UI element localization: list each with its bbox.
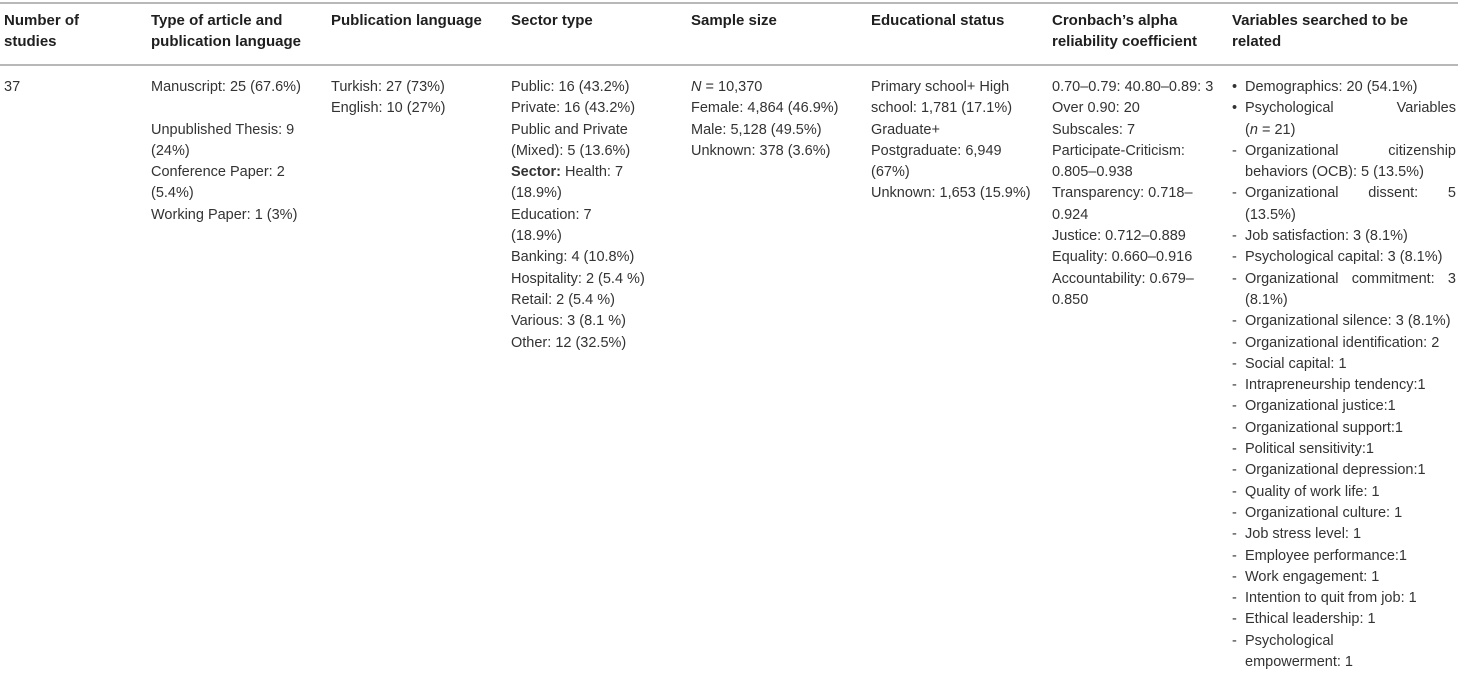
header-variables: Variables searched to be related <box>1232 12 1408 50</box>
variable-item: - Intention to quit from job: 1 <box>1232 588 1456 609</box>
cronbach-item: Justice: 0.712–0.889 <box>1052 228 1186 245</box>
article-type-item: Manuscript: 25 (67.6%) <box>151 79 301 95</box>
cronbach-item: Equality: 0.660–0.916 <box>1052 249 1193 266</box>
cell-languages <box>331 77 501 120</box>
variable-item: - Organizational silence: 3 (8.1%) <box>1232 311 1456 332</box>
sector-item: Education: 7 (18.9%) <box>511 206 592 245</box>
sector-item: Other: 12 (32.5%) <box>511 334 627 351</box>
variable-item: - Job stress level: 1 <box>1232 524 1456 545</box>
sample-item: Female: 4,864 (46.9%) <box>691 100 839 117</box>
variable-item: - Job satisfaction: 3 (8.1%) <box>1232 226 1456 247</box>
header-bottom-rule <box>0 64 1458 66</box>
variable-item: - Organizational depression:1 <box>1232 460 1456 481</box>
variables-psychological <box>1232 98 1456 141</box>
variables-demographics: • Demographics: 20 (54.1%) <box>1232 77 1456 98</box>
header-sector-type: Sector type <box>511 12 593 29</box>
variable-item: - Employee performance:1 <box>1232 546 1456 567</box>
sector-item: Retail: 2 (5.4 %) <box>511 291 615 308</box>
variable-item: - Organizational culture: 1 <box>1232 503 1456 524</box>
cronbach-item: 0.70–0.79: 40.80–0.89: 3 <box>1052 79 1214 95</box>
sector-health: Health: 7 (18.9%) <box>511 164 624 202</box>
sample-item: Unknown: 378 (3.6%) <box>691 142 831 159</box>
cronbach-item: Transparency: 0.718–0.924 <box>1052 185 1193 223</box>
sector-item: Banking: 4 (10.8%) <box>511 249 635 266</box>
variable-item: - Organizational dissent: 5 (13.5%) <box>1232 183 1456 226</box>
variable-item: - Psychological capital: 3 (8.1%) <box>1232 247 1456 268</box>
sector-item: Public and Private (Mixed): 5 (13.6%) <box>511 121 631 159</box>
n-value: = 10,370 <box>701 79 763 95</box>
variable-item: - Work engagement: 1 <box>1232 567 1456 588</box>
variable-item: - Ethical leadership: 1 <box>1232 609 1456 630</box>
header-cronbach-alpha: Cronbach’s alpha reliability coefficient <box>1052 12 1198 50</box>
n-symbol: N <box>691 79 702 95</box>
psych-n-close: = 21) <box>1257 121 1296 138</box>
sector-label: Sector: <box>511 164 561 181</box>
education-item: Graduate+ Postgraduate: 6,949 (67%) <box>871 121 1002 181</box>
article-type-item: Conference Paper: 2 (5.4%) <box>151 164 285 202</box>
variable-item: - Organizational justice:1 <box>1232 396 1456 417</box>
language-item: English: 10 (27%) <box>331 100 446 117</box>
sample-item: Male: 5,128 (49.5%) <box>691 121 822 138</box>
psych-label: • Psychological <box>1245 100 1334 117</box>
variable-item: - Organizational commitment: 3 (8.1%) <box>1232 269 1456 312</box>
article-type-item: Working Paper: 1 (3%) <box>151 206 298 223</box>
language-item: Turkish: 27 (73%) <box>331 79 445 95</box>
cell-sample-size <box>691 77 861 162</box>
cell-educational-status <box>871 77 1031 205</box>
variable-item: - Organizational citizenship behaviors (OCB): 5 (13.5%) <box>1232 141 1456 184</box>
cell-sector-type <box>511 77 646 354</box>
header-number-of-studies: Number of studies <box>4 12 79 50</box>
sector-item: Public: 16 (43.2%) <box>511 79 630 95</box>
psych-word: Variables <box>1396 100 1456 117</box>
sector-item: Private: 16 (43.2%) <box>511 100 636 117</box>
header-educational-status: Educational status <box>871 12 1005 29</box>
header-article-type: Type of article and publication language <box>151 12 302 50</box>
cell-variables <box>1232 77 1456 673</box>
sector-item: Various: 3 (8.1 %) <box>511 313 626 330</box>
variable-item: - Social capital: 1 <box>1232 354 1456 375</box>
cell-cronbach-alpha <box>1052 77 1214 311</box>
variable-item: - Political sensitivity:1 <box>1232 439 1456 460</box>
variable-item: - Organizational identification: 2 <box>1232 333 1456 354</box>
sector-item <box>511 162 646 205</box>
psych-n-open: ( <box>1245 121 1250 138</box>
education-item: Unknown: 1,653 (15.9%) <box>871 185 1031 202</box>
cronbach-item: Subscales: 7 <box>1052 121 1136 138</box>
cronbach-item: Over 0.90: 20 <box>1052 100 1140 117</box>
cell-article-types <box>151 77 316 226</box>
variable-item: - Intrapreneurship tendency:1 <box>1232 375 1456 396</box>
cronbach-item: Participate-Criticism: 0.805–0.938 <box>1052 142 1185 181</box>
header-publication-language: Publication language <box>331 12 482 29</box>
sector-item: Hospitality: 2 (5.4 %) <box>511 270 645 287</box>
variable-item: - Psychological empowerment: 1 <box>1232 631 1375 673</box>
table-top-rule <box>0 2 1458 4</box>
cronbach-item: Accountability: 0.679–0.850 <box>1052 270 1194 308</box>
education-item: Primary school+ High school: 1,781 (17.1%) <box>871 79 1013 117</box>
variable-item: - Organizational support:1 <box>1232 418 1456 439</box>
header-sample-size: Sample size <box>691 12 777 29</box>
variable-item: - Quality of work life: 1 <box>1232 482 1456 503</box>
cell-number-of-studies: 37 <box>4 79 21 95</box>
sample-total <box>691 77 861 98</box>
psych-n-symbol: n <box>1249 121 1258 138</box>
article-type-item: Unpublished Thesis: 9 (24%) <box>151 121 295 159</box>
